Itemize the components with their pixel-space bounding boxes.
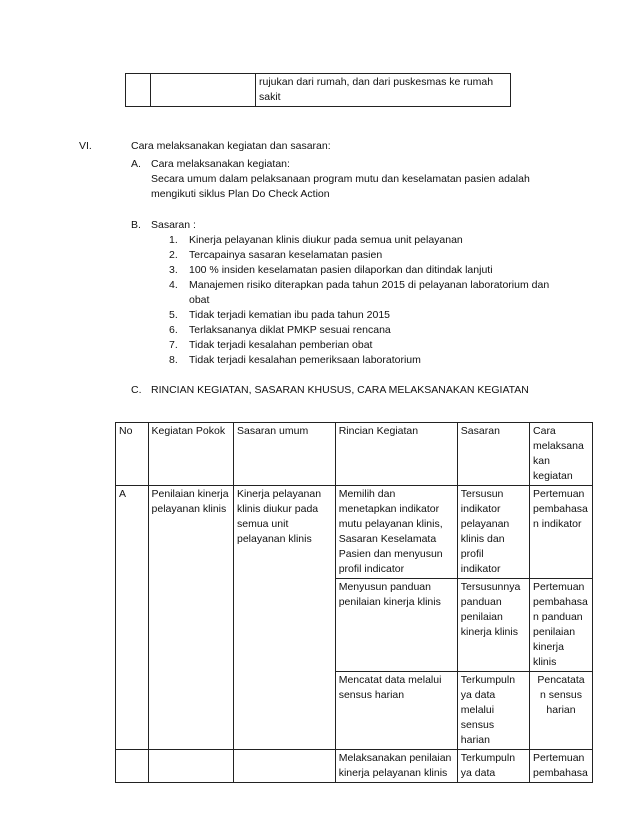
list-item: 3. 100 % insiden keselamatan pasien dilaporkan dan ditindak lanjuti bbox=[169, 264, 493, 276]
subsection-a-title: Cara melaksanakan kegiatan: bbox=[151, 158, 290, 170]
table-cell: Terkumpuln ya data melalui sensus harian bbox=[457, 672, 529, 750]
rincian-kegiatan-table bbox=[115, 422, 593, 783]
header-cell: Kegiatan Pokok bbox=[148, 423, 233, 486]
subsection-b-letter: B. bbox=[131, 219, 141, 231]
subsection-b-title: Sasaran : bbox=[151, 219, 196, 231]
header-cell: Cara melaksana kan kegiatan bbox=[530, 423, 593, 486]
table-cell: Pertemuan pembahasa n indikator bbox=[530, 486, 593, 579]
table-cell bbox=[148, 750, 233, 783]
table-cell: Pencatata n sensus harian bbox=[530, 672, 593, 750]
list-item: 1. Kinerja pelayanan klinis diukur pada semua unit pelayanan bbox=[169, 234, 463, 246]
table-row bbox=[116, 750, 593, 783]
section-title: Cara melaksanakan kegiatan dan sasaran: bbox=[131, 140, 331, 152]
table-cell: Melaksanakan penilaian kinerja pelayanan klinis bbox=[335, 750, 457, 783]
table-cell: Terkumpuln ya data bbox=[457, 750, 529, 783]
table-row bbox=[116, 486, 593, 579]
table-cell: Pertemuan pembahasa bbox=[530, 750, 593, 783]
table-cell: Memilih dan menetapkan indikator mutu pelayanan klinis, Sasaran Keselamata Pasien dan menyusun profil indicator bbox=[335, 486, 457, 579]
list-item: 6. Terlaksananya diklat PMKP sesuai rencana bbox=[169, 324, 391, 336]
table-cell: Pertemuan pembahasa n panduan penilaian kinerja klinis bbox=[530, 579, 593, 672]
header-cell: Sasaran bbox=[457, 423, 529, 486]
header-cell: No bbox=[116, 423, 149, 486]
subsection-a-letter: A. bbox=[131, 158, 141, 170]
subsection-c-title: RINCIAN KEGIATAN, SASARAN KHUSUS, CARA MELAKSANAKAN KEGIATAN bbox=[151, 384, 529, 396]
continuation-table bbox=[125, 73, 511, 107]
table-cell bbox=[126, 74, 151, 107]
table-cell bbox=[116, 750, 149, 783]
header-cell: Rincian Kegiatan bbox=[335, 423, 457, 486]
list-item: 5. Tidak terjadi kematian ibu pada tahun 2015 bbox=[169, 309, 390, 321]
list-item: 7. Tidak terjadi kesalahan pemberian obat bbox=[169, 339, 373, 351]
table-cell bbox=[234, 750, 336, 783]
cell-text: rujukan dari rumah, dan dari puskesmas ke rumah sakit bbox=[259, 76, 494, 103]
table-cell: Penilaian kinerja pelayanan klinis bbox=[148, 486, 233, 750]
header-cell: Sasaran umum bbox=[234, 423, 336, 486]
list-item: 4. Manajemen risiko diterapkan pada tahun 2015 di pelayanan laboratorium dan obat bbox=[169, 279, 550, 306]
list-item: 2. Tercapainya sasaran keselamatan pasien bbox=[169, 249, 383, 261]
table-cell bbox=[151, 74, 256, 107]
table-cell: Menyusun panduan penilaian kinerja klinis bbox=[335, 579, 457, 672]
table-cell: Tersusunnya panduan penilaian kinerja klinis bbox=[457, 579, 529, 672]
table-cell bbox=[256, 74, 511, 107]
table-cell: Tersusun indikator pelayanan klinis dan profil indikator bbox=[457, 486, 529, 579]
subsection-c-letter: C. bbox=[131, 384, 142, 396]
table-cell: Kinerja pelayanan klinis diukur pada semua unit pelayanan klinis bbox=[234, 486, 336, 750]
subsection-a-line: Secara umum dalam pelaksanaan program mutu dan keselamatan pasien adalah bbox=[151, 173, 530, 185]
section-number: VI. bbox=[79, 140, 92, 152]
table-row bbox=[126, 74, 511, 107]
list-item: 8. Tidak terjadi kesalahan pemeriksaan laboratorium bbox=[169, 354, 421, 366]
table-cell: A bbox=[116, 486, 149, 750]
table-header-row bbox=[116, 423, 593, 486]
subsection-a-line: mengikuti siklus Plan Do Check Action bbox=[151, 188, 330, 200]
table-cell: Mencatat data melalui sensus harian bbox=[335, 672, 457, 750]
